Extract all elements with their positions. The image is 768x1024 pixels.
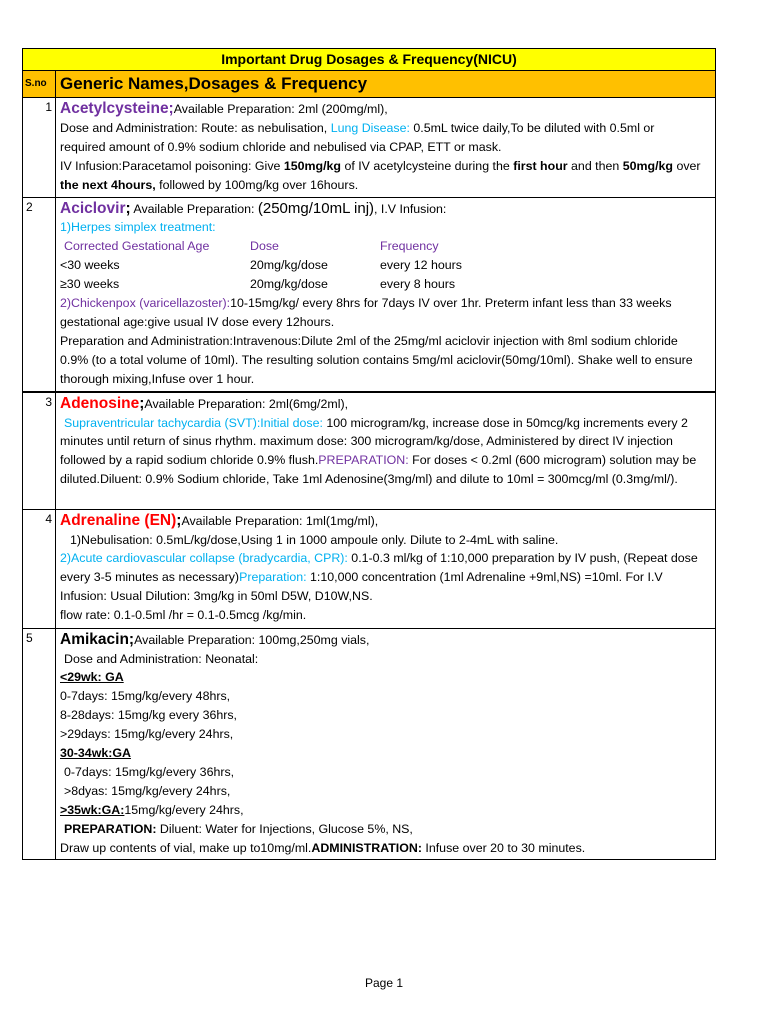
- gestation-group: >35wk:GA:: [60, 802, 125, 817]
- drug-body: [56, 392, 716, 510]
- iv-text: over: [673, 158, 701, 173]
- dose-text: 15mg/kg/every 24hrs,: [124, 802, 244, 817]
- drug-body: [56, 98, 716, 198]
- sheet-title: Important Drug Dosages & Frequency(NICU): [23, 49, 716, 71]
- dose-text: 0-7days: 15mg/kg/every 36hrs,: [64, 764, 235, 779]
- dose-text: 0.5mL twice daily,To be diluted with 0.5ml or: [409, 120, 655, 135]
- dose-text: >29days: 15mg/kg/every 24hrs,: [60, 727, 234, 742]
- iv-text: IV Infusion:Paracetamol poisoning: Give: [60, 158, 284, 173]
- lung-disease-label: Lung Disease:: [330, 120, 410, 135]
- dose-table-cell: ≥30 weeks: [60, 277, 120, 292]
- dose-table-header: Dose: [250, 239, 279, 254]
- dose-table-cell: <30 weeks: [60, 258, 120, 273]
- acute-collapse-heading: 2)Acute cardiovascular collapse (bradycardia, CPR):: [60, 551, 348, 566]
- available-preparation: Available Preparation:: [130, 201, 258, 216]
- dose-text: 10-15mg/kg/ every 8hrs for 7days IV over 1hr. Preterm infant less than 33 weeks: [230, 296, 672, 311]
- header-row: [23, 71, 716, 98]
- dose-text: diluted.Diluent: 0.9% Sodium chloride, Take 1ml Adenosine(3mg/ml) and dilute to 10ml = 300mcg/ml (0.3mg/ml/).: [60, 472, 678, 487]
- dose-table-cell: every 12 hours: [380, 258, 462, 273]
- chickenpox-heading: 2)Chickenpox (varicellazoster):: [60, 296, 231, 311]
- sno-cell: 3: [23, 392, 56, 510]
- drug-name: Adrenaline (EN): [60, 511, 177, 529]
- iv-text: followed by 100mg/kg over 16hours.: [155, 177, 359, 192]
- dose-text: Infuse over 20 to 30 minutes.: [421, 840, 586, 855]
- dose-text: 8-28days: 15mg/kg every 36hrs,: [60, 708, 238, 723]
- preparation-label: PREPARATION:: [318, 453, 409, 468]
- dose-text: Draw up contents of vial, make up to10mg/ml.: [60, 840, 312, 855]
- dose-text: Infusion: Usual Dilution: 3mg/kg in 50ml D5W, D10W,NS.: [60, 589, 373, 604]
- iv-text: and then: [567, 158, 623, 173]
- dose-text: 1:10,000 concentration (1ml Adrenaline +9ml,NS) =10ml. For I.V: [306, 570, 663, 585]
- dose-table-header: Corrected Gestational Age: [64, 239, 210, 254]
- dose-text: 0-7days: 15mg/kg/every 48hrs,: [60, 689, 231, 704]
- available-preparation: Available Preparation: 100mg,250mg vials,: [134, 632, 370, 647]
- dose-table-cell: 20mg/kg/dose: [250, 258, 328, 273]
- page-number: Page 1: [364, 976, 404, 990]
- dose-text: For doses < 0.2ml (600 microgram) solution may be: [408, 453, 697, 468]
- drug-row-aciclovir: [23, 197, 716, 392]
- administration-label: ADMINISTRATION:: [311, 840, 422, 855]
- drug-name-semicolon: ;: [176, 511, 182, 529]
- available-preparation: Available Preparation: 1ml(1mg/ml),: [181, 513, 379, 528]
- drug-body: [56, 628, 716, 860]
- names-header: Generic Names,Dosages & Frequency: [56, 71, 716, 98]
- iv-text: 50mg/kg: [622, 158, 673, 173]
- herpes-heading: 1)Herpes simplex treatment:: [60, 220, 216, 235]
- preparation-text: Preparation and Administration:Intravenous:Dilute 2ml of the 25mg/ml aciclovir injection with 8ml sodium chloride: [60, 333, 678, 348]
- dose-text: 0.1-0.3 ml/kg of 1:10,000 preparation by IV push, (Repeat dose: [347, 551, 698, 566]
- iv-text: first hour: [513, 158, 568, 173]
- dose-text: followed by a rapid sodium chloride 0.9% flush.: [60, 453, 319, 468]
- iv-text: of IV acetylcysteine during the: [341, 158, 514, 173]
- preparation-label: Preparation:: [239, 570, 307, 585]
- iv-text: 150mg/kg: [283, 158, 342, 173]
- svt-heading: Supraventricular tachycardia (SVT):Initial dose:: [64, 415, 323, 430]
- dose-text: flow rate: 0.1-0.5ml /hr = 0.1-0.5mcg /kg/min.: [60, 608, 307, 623]
- drug-name-semicolon: ;: [125, 199, 131, 217]
- preparation-text: thorough mixing,Infuse over 1 hour.: [60, 371, 255, 386]
- available-preparation: Available Preparation: 2ml(6mg/2ml),: [144, 396, 349, 411]
- drug-name: Amikacin;: [60, 630, 135, 648]
- preparation-label: PREPARATION:: [64, 821, 157, 836]
- sno-header: S.no: [23, 71, 56, 98]
- sno-cell: 5: [23, 628, 56, 860]
- drug-table: [22, 48, 716, 860]
- dose-text: minutes until return of sinus rhythm. maximum dose: 300 microgram/kg/dose, Administered by direct IV injection: [60, 434, 673, 449]
- gestation-group: <29wk: GA: [60, 670, 124, 685]
- drug-body: [56, 197, 716, 392]
- dose-text: >8dyas: 15mg/kg/every 24hrs,: [64, 783, 231, 798]
- dose-text: 100 microgram/kg, increase dose in 50mcg/kg increments every 2: [322, 415, 688, 430]
- dose-text: gestational age:give usual IV dose every 12hours.: [60, 314, 335, 329]
- iv-text: the next 4hours,: [60, 177, 156, 192]
- drug-row-adrenaline: [23, 509, 716, 628]
- title-row: [23, 49, 716, 71]
- sno-cell: 2: [23, 197, 56, 392]
- dose-text: every 3-5 minutes as necessary): [60, 570, 240, 585]
- dose-table-cell: every 8 hours: [380, 277, 456, 292]
- preparation-text: 0.9% (to a total volume of 10ml). The resulting solution contains 5mg/ml aciclovir(50mg/10ml). Shake well to ensure: [60, 352, 693, 367]
- dose-text: Dose and Administration: Route: as nebulisation,: [60, 120, 331, 135]
- drug-body: [56, 509, 716, 628]
- sno-cell: 4: [23, 509, 56, 628]
- sno-cell: 1: [23, 98, 56, 198]
- drug-name-semicolon: ;: [139, 394, 145, 412]
- gestation-group: 30-34wk:GA: [60, 746, 131, 761]
- drug-row-amikacin: [23, 628, 716, 860]
- available-preparation: , I.V Infusion:: [374, 201, 447, 216]
- drug-row-acetylcysteine: [23, 98, 716, 198]
- nebulisation-text: 1)Nebulisation: 0.5mL/kg/dose,Using 1 in 1000 ampoule only. Dilute to 2-4mL with saline.: [70, 532, 559, 547]
- dose-table-header: Frequency: [380, 239, 439, 254]
- drug-row-adenosine: [23, 392, 716, 510]
- dose-table-cell: 20mg/kg/dose: [250, 277, 328, 292]
- available-preparation: (250mg/10mL inj): [257, 199, 375, 217]
- dose-text: required amount of 0.9% sodium chloride and nebulised via CPAP, ETT or mask.: [60, 139, 502, 154]
- drug-name: Aciclovir: [60, 199, 126, 217]
- drug-name: Adenosine: [60, 394, 140, 412]
- available-preparation: Available Preparation: 2ml (200mg/ml),: [173, 102, 388, 116]
- dose-text: Diluent: Water for Injections, Glucose 5%, NS,: [156, 821, 413, 836]
- dose-text: Dose and Administration: Neonatal:: [64, 651, 259, 666]
- drug-name: Acetylcysteine;: [60, 100, 174, 117]
